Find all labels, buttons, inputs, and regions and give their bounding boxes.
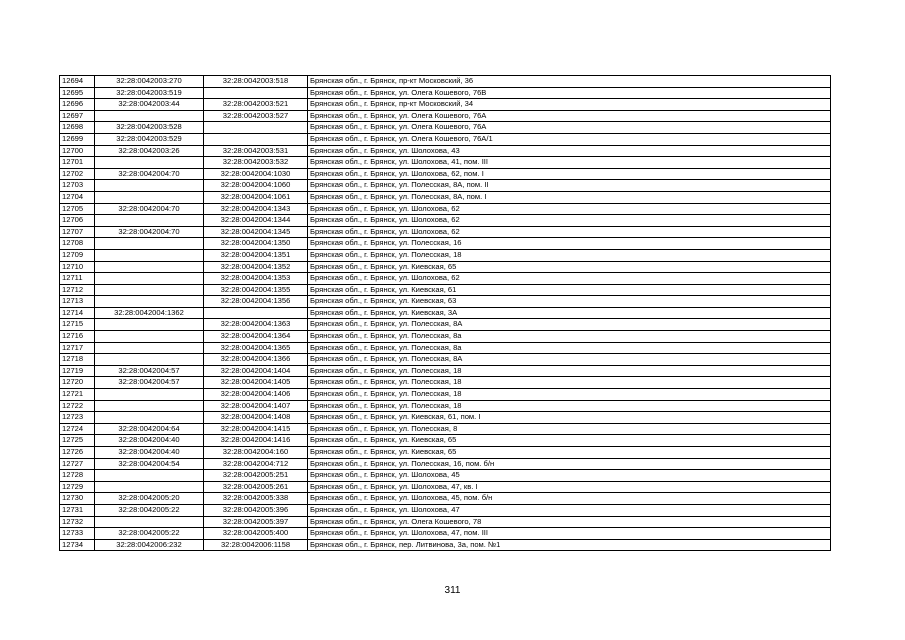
cadastral-number-a-cell: 32:28:0042004:70 <box>95 168 204 180</box>
row-number-cell: 12699 <box>60 133 95 145</box>
table-row <box>60 215 831 227</box>
address-cell: Брянская обл., г. Брянск, ул. Шолохова, 62 <box>308 226 831 238</box>
row-number-cell: 12706 <box>60 215 95 227</box>
cadastral-number-a-cell: 32:28:0042004:64 <box>95 423 204 435</box>
address-cell: Брянская обл., г. Брянск, ул. Шолохова, 45 <box>308 470 831 482</box>
table-row <box>60 470 831 482</box>
address-cell: Брянская обл., г. Брянск, ул. Полесская, 8а <box>308 342 831 354</box>
address-cell: Брянская обл., г. Брянск, ул. Полесская, 8А, пом. II <box>308 180 831 192</box>
cadastral-number-b-cell: 32:28:0042003:518 <box>204 76 308 88</box>
table-row <box>60 423 831 435</box>
cadastral-number-b-cell: 32:28:0042003:527 <box>204 110 308 122</box>
row-number-cell: 12695 <box>60 87 95 99</box>
table-row <box>60 145 831 157</box>
address-cell: Брянская обл., г. Брянск, ул. Шолохова, 47, кв. I <box>308 481 831 493</box>
table-row <box>60 342 831 354</box>
cadastral-number-b-cell: 32:28:0042004:1364 <box>204 331 308 343</box>
address-cell: Брянская обл., г. Брянск, пер. Литвинова, 3а, пом. №1 <box>308 539 831 551</box>
row-number-cell: 12705 <box>60 203 95 215</box>
table-row <box>60 249 831 261</box>
table-row <box>60 226 831 238</box>
cadastral-number-b-cell: 32:28:0042005:251 <box>204 470 308 482</box>
table-row <box>60 493 831 505</box>
row-number-cell: 12710 <box>60 261 95 273</box>
address-cell: Брянская обл., г. Брянск, ул. Киевская, 3А <box>308 307 831 319</box>
table-row <box>60 203 831 215</box>
cadastral-number-a-cell <box>95 481 204 493</box>
cadastral-number-a-cell <box>95 157 204 169</box>
cadastral-number-b-cell: 32:28:0042003:521 <box>204 99 308 111</box>
table-row <box>60 157 831 169</box>
cadastral-number-a-cell: 32:28:0042004:1362 <box>95 307 204 319</box>
cadastral-number-b-cell: 32:28:0042004:1406 <box>204 389 308 401</box>
cadastral-number-a-cell <box>95 110 204 122</box>
row-number-cell: 12703 <box>60 180 95 192</box>
cadastral-number-b-cell: 32:28:0042004:1416 <box>204 435 308 447</box>
table-row <box>60 400 831 412</box>
row-number-cell: 12711 <box>60 273 95 285</box>
table-row <box>60 504 831 516</box>
cadastral-number-a-cell: 32:28:0042003:529 <box>95 133 204 145</box>
row-number-cell: 12694 <box>60 76 95 88</box>
table-row <box>60 273 831 285</box>
cadastral-number-b-cell: 32:28:0042005:400 <box>204 528 308 540</box>
address-cell: Брянская обл., г. Брянск, ул. Олега Кошевого, 78 <box>308 516 831 528</box>
address-cell: Брянская обл., г. Брянск, ул. Киевская, 61, пом. I <box>308 412 831 424</box>
address-cell: Брянская обл., г. Брянск, ул. Шолохова, 62 <box>308 273 831 285</box>
cadastral-number-b-cell: 32:28:0042004:1030 <box>204 168 308 180</box>
address-cell: Брянская обл., г. Брянск, пр-кт Московский, 36 <box>308 76 831 88</box>
address-cell: Брянская обл., г. Брянск, ул. Полесская, 18 <box>308 377 831 389</box>
cadastral-number-b-cell: 32:28:0042004:1353 <box>204 273 308 285</box>
table-row <box>60 87 831 99</box>
table-row <box>60 365 831 377</box>
cadastral-number-b-cell: 32:28:0042005:338 <box>204 493 308 505</box>
row-number-cell: 12704 <box>60 191 95 203</box>
cadastral-number-b-cell <box>204 307 308 319</box>
cadastral-number-b-cell: 32:28:0042004:1363 <box>204 319 308 331</box>
cadastral-number-a-cell: 32:28:0042004:70 <box>95 226 204 238</box>
cadastral-number-a-cell <box>95 273 204 285</box>
cadastral-number-a-cell <box>95 389 204 401</box>
table-row <box>60 319 831 331</box>
row-number-cell: 12729 <box>60 481 95 493</box>
address-cell: Брянская обл., г. Брянск, ул. Шолохова, 62 <box>308 203 831 215</box>
table-row <box>60 122 831 134</box>
address-cell: Брянская обл., г. Брянск, ул. Полесская, 18 <box>308 400 831 412</box>
row-number-cell: 12696 <box>60 99 95 111</box>
table-row <box>60 528 831 540</box>
cadastral-number-a-cell <box>95 470 204 482</box>
cadastral-number-a-cell: 32:28:0042003:26 <box>95 145 204 157</box>
table-row <box>60 76 831 88</box>
cadastral-number-a-cell: 32:28:0042004:57 <box>95 365 204 377</box>
address-cell: Брянская обл., г. Брянск, ул. Киевская, 65 <box>308 261 831 273</box>
cadastral-number-b-cell: 32:28:0042005:396 <box>204 504 308 516</box>
cadastral-number-b-cell: 32:28:0042004:1355 <box>204 284 308 296</box>
cadastral-number-b-cell: 32:28:0042004:1350 <box>204 238 308 250</box>
cadastral-number-a-cell <box>95 319 204 331</box>
row-number-cell: 12725 <box>60 435 95 447</box>
cadastral-number-a-cell: 32:28:0042003:44 <box>95 99 204 111</box>
cadastral-number-a-cell: 32:28:0042003:528 <box>95 122 204 134</box>
cadastral-number-b-cell: 32:28:0042005:397 <box>204 516 308 528</box>
table-row <box>60 435 831 447</box>
cadastral-number-a-cell: 32:28:0042004:54 <box>95 458 204 470</box>
cadastral-number-b-cell: 32:28:0042004:712 <box>204 458 308 470</box>
row-number-cell: 12719 <box>60 365 95 377</box>
table-row <box>60 110 831 122</box>
cadastral-number-b-cell: 32:28:0042003:531 <box>204 145 308 157</box>
table-row <box>60 481 831 493</box>
cadastral-number-b-cell: 32:28:0042004:1345 <box>204 226 308 238</box>
table-row <box>60 261 831 273</box>
address-cell: Брянская обл., г. Брянск, ул. Шолохова, 45, пом. б/н <box>308 493 831 505</box>
cadastral-number-b-cell: 32:28:0042004:1352 <box>204 261 308 273</box>
row-number-cell: 12727 <box>60 458 95 470</box>
address-cell: Брянская обл., г. Брянск, ул. Полесская, 18 <box>308 389 831 401</box>
table-row <box>60 296 831 308</box>
cadastral-number-a-cell <box>95 261 204 273</box>
cadastral-number-a-cell <box>95 238 204 250</box>
row-number-cell: 12723 <box>60 412 95 424</box>
cadastral-number-b-cell: 32:28:0042004:1407 <box>204 400 308 412</box>
row-number-cell: 12718 <box>60 354 95 366</box>
address-cell: Брянская обл., г. Брянск, ул. Олега Кошевого, 76А <box>308 110 831 122</box>
row-number-cell: 12713 <box>60 296 95 308</box>
cadastral-number-b-cell: 32:28:0042004:1404 <box>204 365 308 377</box>
table-row <box>60 180 831 192</box>
row-number-cell: 12720 <box>60 377 95 389</box>
row-number-cell: 12730 <box>60 493 95 505</box>
cadastral-number-a-cell: 32:28:0042004:70 <box>95 203 204 215</box>
row-number-cell: 12700 <box>60 145 95 157</box>
cadastral-number-a-cell <box>95 342 204 354</box>
table-row <box>60 238 831 250</box>
cadastral-number-b-cell: 32:28:0042004:160 <box>204 447 308 459</box>
cadastral-number-a-cell <box>95 516 204 528</box>
address-cell: Брянская обл., г. Брянск, ул. Олега Кошевого, 76В <box>308 87 831 99</box>
cadastral-number-a-cell <box>95 331 204 343</box>
address-cell: Брянская обл., г. Брянск, ул. Полесская, 8А <box>308 319 831 331</box>
cadastral-number-a-cell: 32:28:0042006:232 <box>95 539 204 551</box>
cadastral-number-a-cell: 32:28:0042003:519 <box>95 87 204 99</box>
cadastral-number-b-cell: 32:28:0042004:1365 <box>204 342 308 354</box>
cadastral-number-b-cell: 32:28:0042004:1366 <box>204 354 308 366</box>
row-number-cell: 12731 <box>60 504 95 516</box>
cadastral-number-a-cell <box>95 296 204 308</box>
cadastral-number-a-cell: 32:28:0042003:270 <box>95 76 204 88</box>
row-number-cell: 12716 <box>60 331 95 343</box>
page-number: 311 <box>444 585 461 596</box>
address-cell: Брянская обл., г. Брянск, ул. Шолохова, 62, пом. I <box>308 168 831 180</box>
row-number-cell: 12715 <box>60 319 95 331</box>
row-number-cell: 12709 <box>60 249 95 261</box>
cadastral-number-a-cell: 32:28:0042004:40 <box>95 447 204 459</box>
cadastral-number-a-cell <box>95 191 204 203</box>
table-row <box>60 307 831 319</box>
address-cell: Брянская обл., г. Брянск, ул. Шолохова, 43 <box>308 145 831 157</box>
cadastral-number-a-cell <box>95 284 204 296</box>
cadastral-number-b-cell: 32:28:0042003:532 <box>204 157 308 169</box>
cadastral-number-b-cell: 32:28:0042004:1343 <box>204 203 308 215</box>
row-number-cell: 12717 <box>60 342 95 354</box>
property-register-table <box>59 75 831 551</box>
table-row <box>60 389 831 401</box>
row-number-cell: 12701 <box>60 157 95 169</box>
table-row <box>60 539 831 551</box>
table-row <box>60 331 831 343</box>
cadastral-number-a-cell <box>95 215 204 227</box>
row-number-cell: 12698 <box>60 122 95 134</box>
cadastral-number-b-cell: 32:28:0042004:1344 <box>204 215 308 227</box>
table-row <box>60 168 831 180</box>
address-cell: Брянская обл., г. Брянск, ул. Полесская, 8а <box>308 331 831 343</box>
table-row <box>60 191 831 203</box>
row-number-cell: 12733 <box>60 528 95 540</box>
address-cell: Брянская обл., г. Брянск, ул. Полесская, 18 <box>308 365 831 377</box>
row-number-cell: 12712 <box>60 284 95 296</box>
cadastral-number-a-cell: 32:28:0042005:22 <box>95 504 204 516</box>
table-row <box>60 377 831 389</box>
table-row <box>60 458 831 470</box>
address-cell: Брянская обл., г. Брянск, ул. Олега Кошевого, 76А/1 <box>308 133 831 145</box>
address-cell: Брянская обл., г. Брянск, ул. Киевская, 65 <box>308 447 831 459</box>
address-cell: Брянская обл., г. Брянск, ул. Полесская, 8 <box>308 423 831 435</box>
table-row <box>60 99 831 111</box>
address-cell: Брянская обл., г. Брянск, ул. Полесская, 16 <box>308 238 831 250</box>
cadastral-number-b-cell: 32:28:0042004:1408 <box>204 412 308 424</box>
cadastral-number-a-cell <box>95 412 204 424</box>
row-number-cell: 12697 <box>60 110 95 122</box>
address-cell: Брянская обл., г. Брянск, ул. Киевская, 63 <box>308 296 831 308</box>
address-cell: Брянская обл., г. Брянск, ул. Полесская, 8А, пом. I <box>308 191 831 203</box>
cadastral-number-a-cell <box>95 180 204 192</box>
cadastral-number-b-cell: 32:28:0042006:1158 <box>204 539 308 551</box>
table-row <box>60 133 831 145</box>
row-number-cell: 12721 <box>60 389 95 401</box>
row-number-cell: 12728 <box>60 470 95 482</box>
cadastral-number-b-cell <box>204 122 308 134</box>
table-row <box>60 447 831 459</box>
address-cell: Брянская обл., г. Брянск, ул. Шолохова, 47, пом. III <box>308 528 831 540</box>
address-cell: Брянская обл., г. Брянск, ул. Киевская, 65 <box>308 435 831 447</box>
address-cell: Брянская обл., г. Брянск, ул. Киевская, 61 <box>308 284 831 296</box>
address-cell: Брянская обл., г. Брянск, ул. Полесская, 18 <box>308 249 831 261</box>
cadastral-number-a-cell <box>95 400 204 412</box>
cadastral-number-b-cell <box>204 87 308 99</box>
address-cell: Брянская обл., г. Брянск, ул. Шолохова, 41, пом. III <box>308 157 831 169</box>
cadastral-number-a-cell <box>95 354 204 366</box>
row-number-cell: 12722 <box>60 400 95 412</box>
address-cell: Брянская обл., г. Брянск, пр-кт Московский, 34 <box>308 99 831 111</box>
cadastral-number-a-cell: 32:28:0042004:40 <box>95 435 204 447</box>
cadastral-number-b-cell: 32:28:0042004:1061 <box>204 191 308 203</box>
address-cell: Брянская обл., г. Брянск, ул. Шолохова, 62 <box>308 215 831 227</box>
cadastral-number-b-cell: 32:28:0042004:1060 <box>204 180 308 192</box>
address-cell: Брянская обл., г. Брянск, ул. Полесская, 16, пом. б/н <box>308 458 831 470</box>
table-row <box>60 412 831 424</box>
cadastral-number-b-cell: 32:28:0042004:1405 <box>204 377 308 389</box>
row-number-cell: 12714 <box>60 307 95 319</box>
row-number-cell: 12724 <box>60 423 95 435</box>
address-cell: Брянская обл., г. Брянск, ул. Олега Кошевого, 76А <box>308 122 831 134</box>
address-cell: Брянская обл., г. Брянск, ул. Шолохова, 47 <box>308 504 831 516</box>
cadastral-number-a-cell: 32:28:0042005:20 <box>95 493 204 505</box>
cadastral-number-a-cell: 32:28:0042005:22 <box>95 528 204 540</box>
cadastral-number-a-cell: 32:28:0042004:57 <box>95 377 204 389</box>
table-row <box>60 516 831 528</box>
row-number-cell: 12708 <box>60 238 95 250</box>
address-cell: Брянская обл., г. Брянск, ул. Полесская, 8А <box>308 354 831 366</box>
cadastral-number-b-cell: 32:28:0042004:1356 <box>204 296 308 308</box>
row-number-cell: 12707 <box>60 226 95 238</box>
cadastral-number-b-cell: 32:28:0042004:1415 <box>204 423 308 435</box>
register-table-body <box>60 76 831 551</box>
cadastral-number-b-cell: 32:28:0042005:261 <box>204 481 308 493</box>
row-number-cell: 12726 <box>60 447 95 459</box>
row-number-cell: 12702 <box>60 168 95 180</box>
row-number-cell: 12732 <box>60 516 95 528</box>
table-row <box>60 354 831 366</box>
cadastral-number-b-cell: 32:28:0042004:1351 <box>204 249 308 261</box>
cadastral-number-a-cell <box>95 249 204 261</box>
table-row <box>60 284 831 296</box>
row-number-cell: 12734 <box>60 539 95 551</box>
cadastral-number-b-cell <box>204 133 308 145</box>
